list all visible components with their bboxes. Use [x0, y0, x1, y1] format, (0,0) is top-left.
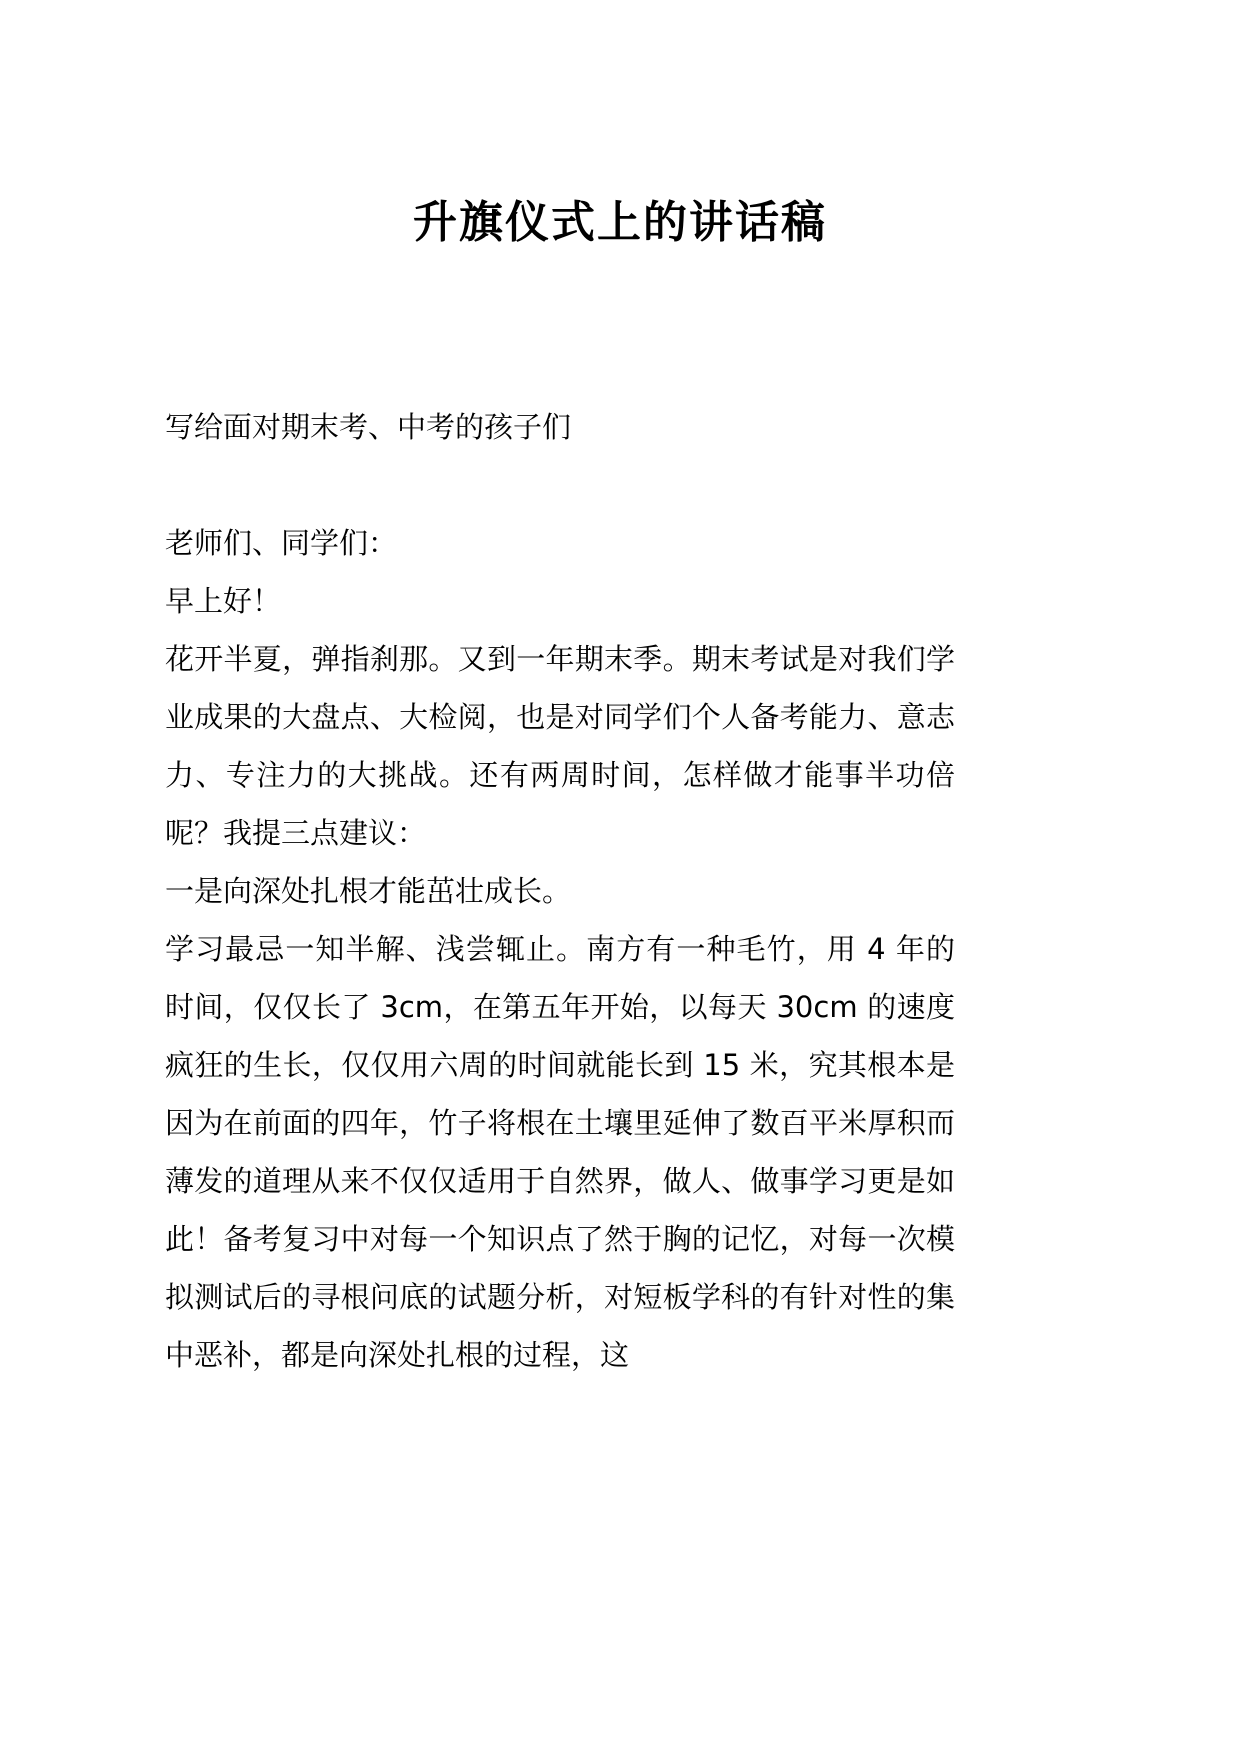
body-paragraph: 花开半夏，弹指刹那。又到一年期末季。期末考试是对我们学业成果的大盘点、大检阅，也是对同学们个人备考能力、意志力、专注力的大挑战。还有两周时间，怎样做才能事半功倍呢？我提三点建议：: [165, 642, 955, 850]
document-subtitle: 写给面对期末考、中考的孩子们: [165, 410, 572, 444]
page-title: 升旗仪式上的讲话稿: [413, 197, 827, 249]
document-body: [165, 398, 955, 1384]
body-paragraph: 学习最忌一知半解、浅尝辄止。南方有一种毛竹，用 4 年的时间，仅仅长了 3cm，在第五年开始，以每天 30cm 的速度疯狂的生长，仅仅用六周的时间就能长到 15 米，究其根本是因为在前面的四年，竹子将根在土壤里延伸了数百平米厚积而薄发的道理从来不仅仅适用于自然界，做人、做事学习更是如此！备考复习中对每一个知识点了然于胸的记忆，对每一次模拟测试后的寻根问底的试题分析，对短板学科的有针对性的集中恶补，都是向深处扎根的过程，这: [165, 932, 955, 1372]
body-paragraph: 一是向深处扎根才能茁壮成长。: [165, 874, 572, 908]
salutation-line: 老师们、同学们：: [165, 526, 398, 560]
greeting-line: 早上好！: [165, 584, 282, 618]
